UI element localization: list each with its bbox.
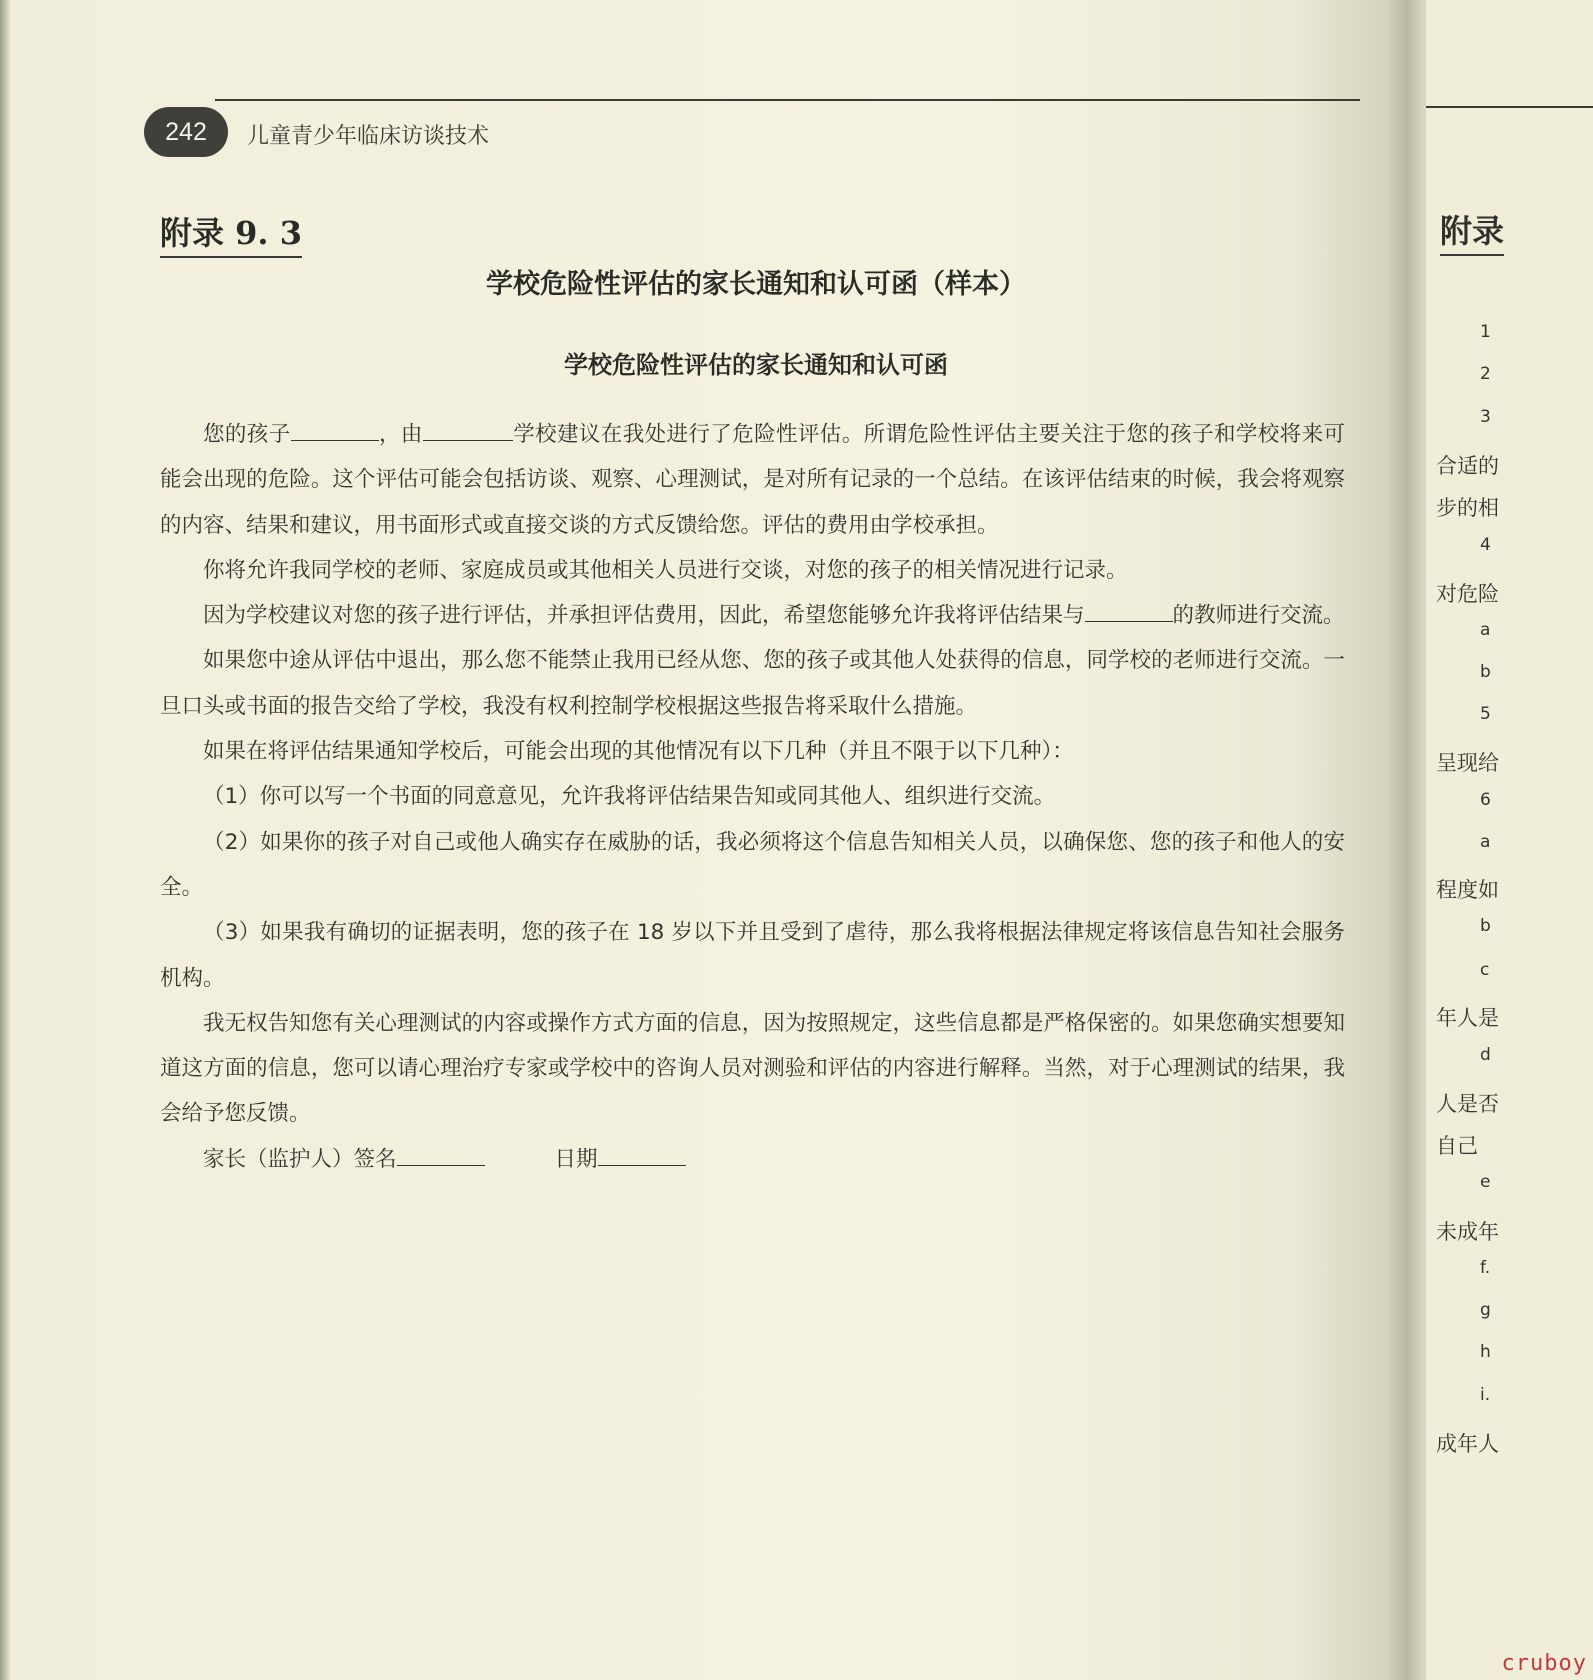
right-page-line: 5 (1480, 704, 1491, 724)
watermark: cruboy (1501, 1651, 1587, 1676)
header-rule (215, 99, 1360, 101)
appendix-label: 附录 (1440, 206, 1504, 256)
right-page-line: a (1480, 620, 1491, 640)
list-item: （3）如果我有确切的证据表明，您的孩子在 18 岁以下并且受到了虐待，那么我将根据法律规定将该信息告知社会服务机构。 (160, 920, 1345, 991)
appendix-label: 附录 9. 3 (160, 208, 302, 258)
right-page-line: 程度如 (1436, 878, 1499, 902)
right-page-line: e (1480, 1172, 1491, 1192)
signature-blank (397, 1141, 485, 1166)
right-page-line: 自己 (1436, 1134, 1478, 1158)
right-page-line: 成年人 (1436, 1432, 1499, 1456)
right-page (1426, 0, 1593, 1680)
letter-body (160, 412, 1345, 1182)
running-header-title: 儿童青少年临床访谈技术 (247, 124, 490, 149)
right-page-line: g (1480, 1300, 1491, 1320)
right-page-line: b (1480, 916, 1491, 936)
paragraph-intro: 您的孩子 ，由 学校建议在我处进行了危险性评估。所谓危险性评估主要关注于您的孩子和学校将来可能会出现的危险。这个评估可能会包括访谈、观察、心理测试，是对所有记录的一个总结。在该评估结束的时候，我会将观察的内容、结果和建议，用书面形式或直接交谈的方式反馈给您。评估的费用由学校承担。 (160, 412, 1345, 548)
right-page-line: 人是否 (1436, 1092, 1499, 1116)
right-page-line: h (1480, 1342, 1491, 1362)
book-gutter (1390, 0, 1426, 1680)
right-page-line: 步的相 (1436, 496, 1499, 520)
blank-line (291, 416, 379, 441)
blank-line (423, 416, 513, 441)
list-item: （2）如果你的孩子对自己或他人确实存在威胁的话，我必须将这个信息告知相关人员，以确保您、您的孩子和他人的安全。 (160, 829, 1345, 900)
blank-line (1085, 597, 1173, 622)
scan-edge (0, 0, 10, 1680)
right-page-line: 合适的 (1436, 454, 1499, 478)
letter-title: 学校危险性评估的家长通知和认可函 (564, 351, 948, 379)
right-page-line: 4 (1480, 535, 1491, 555)
right-page-line: 6 (1480, 790, 1491, 810)
paragraph-conditions: 如果在将评估结果通知学校后，可能会出现的其他情况有以下几种（并且不限于以下几种）： (203, 739, 1074, 765)
signature-line: 家长（监护人）签名 日期 (160, 1137, 1345, 1182)
right-page-line: 1 (1480, 322, 1491, 342)
list-item: （1）你可以写一个书面的同意意见，允许我将评估结果告知或同其他人、组织进行交流。 (203, 784, 1056, 810)
right-page-line: f. (1480, 1258, 1491, 1278)
right-page-line: 3 (1480, 407, 1491, 427)
right-page-line: b (1480, 662, 1491, 682)
right-page-line: 未成年 (1436, 1220, 1499, 1244)
right-page-line: a (1480, 832, 1491, 852)
right-page-line: 呈现给 (1436, 751, 1499, 775)
paragraph-confidentiality: 我无权告知您有关心理测试的内容或操作方式方面的信息，因为按照规定，这些信息都是严格保密的。如果您确实想要知道这方面的信息，您可以请心理治疗专家或学校中的咨询人员对测验和评估的内容进行解释。当然，对于心理测试的结果，我会给予您反馈。 (160, 1010, 1345, 1127)
header-rule (1426, 106, 1593, 108)
paragraph-withdrawal: 如果您中途从评估中退出，那么您不能禁止我用已经从您、您的孩子或其他人处获得的信息，同学校的老师进行交流。一旦口头或书面的报告交给了学校，我没有权利控制学校根据这些报告将采取什么措施。 (160, 648, 1345, 719)
right-page-line: 2 (1480, 364, 1491, 384)
paragraph-permission: 你将允许我同学校的老师、家庭成员或其他相关人员进行交谈，对您的孩子的相关情况进行记录。 (203, 557, 1128, 583)
right-page-line: d (1480, 1045, 1491, 1065)
right-page-line: i. (1480, 1385, 1491, 1405)
right-page-line: 年人是 (1436, 1006, 1499, 1030)
document-title: 学校危险性评估的家长通知和认可函（样本） (486, 269, 1026, 300)
paragraph-results: 因为学校建议对您的孩子进行评估，并承担评估费用，因此，希望您能够允许我将评估结果与 的教师进行交流。 (160, 593, 1345, 638)
page-number-badge: 242 (144, 107, 228, 157)
date-blank (598, 1141, 686, 1166)
right-page-line: 对危险 (1436, 582, 1499, 606)
right-page-line: c (1480, 960, 1490, 980)
